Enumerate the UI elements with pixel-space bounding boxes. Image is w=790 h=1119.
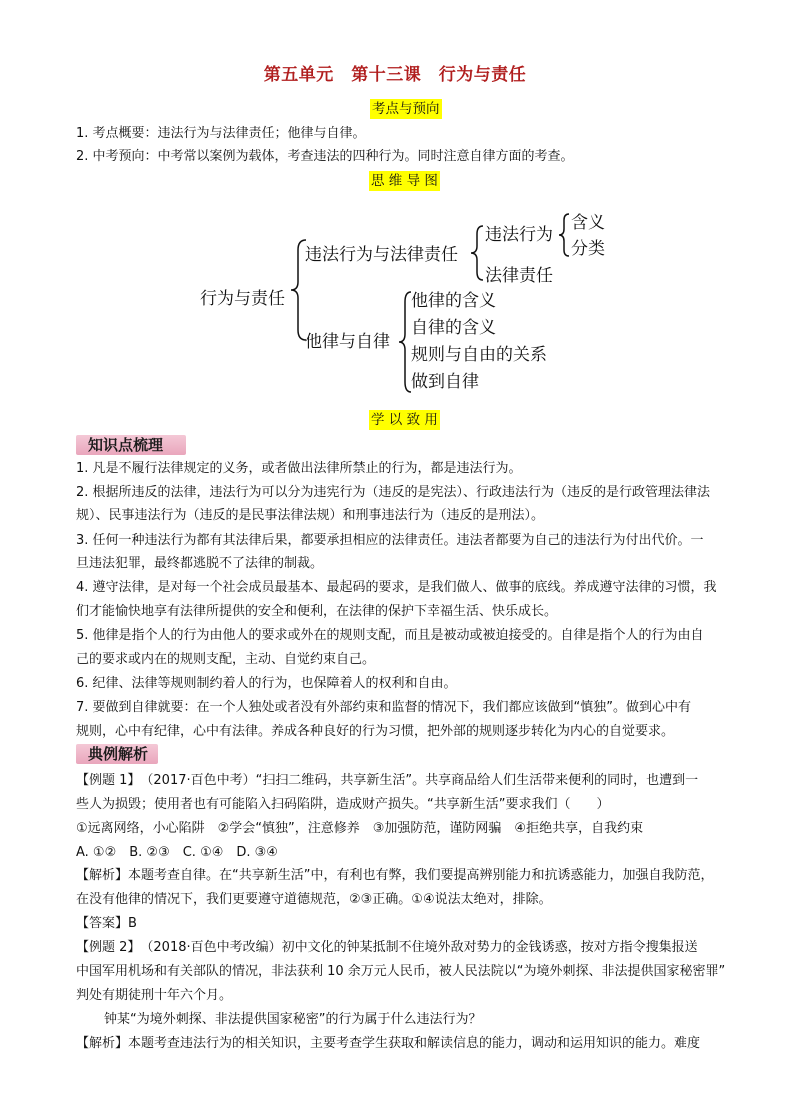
knowledge-line-2: 2. 根据所违反的法律，违法行为可以分为违宪行为（违反的是宪法）、行政违法行为（违反的是行政管理法律法 xyxy=(76,485,711,500)
knowledge-line-4: 3. 任何一种违法行为都有其法律后果，都要承担相应的法律责任。违法者都要为自己的违法行为付出代价。一 xyxy=(76,533,704,548)
example-line-10: 判处有期徒刑十年六个月。 xyxy=(76,988,233,1003)
mindmap-root: 行为与责任 xyxy=(200,289,285,309)
mindmap-node-zilv: 自律的含义 xyxy=(411,318,496,338)
brace-branch-1 xyxy=(468,224,486,282)
intro-line-2: 2. 中考预向：中考常以案例为载体，考查违法的四种行为。同时注意自律方面的考查。 xyxy=(76,149,574,164)
section-heading-siwei: 思 维 导 图 xyxy=(371,173,438,189)
knowledge-line-7: 们才能愉快地享有法律所提供的安全和便利，在法律的保护下幸福生活、快乐成长。 xyxy=(76,604,558,619)
example-line-6: 在没有他律的情况下，我们更要遵守道德规范，②③正确。①④说法太绝对，排除。 xyxy=(76,892,552,907)
knowledge-line-10: 6. 纪律、法律等规则制约着人的行为，也保障着人的权利和自由。 xyxy=(76,676,457,691)
example-line-5: 【解析】本题考查自律。在“共享新生活”中，有利也有弊，我们要提高辨别能力和抗诱惑能力，加强自我防范， xyxy=(76,868,714,883)
mindmap-node-fenlei: 分类 xyxy=(571,239,605,259)
knowledge-line-5: 旦违法犯罪，最终都逃脱不了法律的制裁。 xyxy=(76,556,324,571)
intro-line-1: 1. 考点概要：违法行为与法律责任；他律与自律。 xyxy=(76,126,366,141)
mindmap-node-talv: 他律的含义 xyxy=(411,291,496,311)
mindmap-branch-1: 违法行为与法律责任 xyxy=(305,245,458,265)
section-heading-kaodian: 考点与预向 xyxy=(372,101,440,117)
knowledge-line-11: 7. 要做到自律就要：在一个人独处或者没有外部约束和监督的情况下，我们都应该做到“慎独”。做到心中有 xyxy=(76,700,692,715)
label-dianli: 典例解析 xyxy=(88,745,149,763)
example-line-3: ①远离网络，小心陷阱 ②学会“慎独”，注意修养 ③加强防范，谨防网骗 ④拒绝共享，自我约束 xyxy=(76,821,644,836)
example-line-12: 【解析】本题考查违法行为的相关知识，主要考查学生获取和解读信息的能力，调动和运用知识的能力。难度 xyxy=(76,1036,701,1051)
mindmap-node-hanyi: 含义 xyxy=(571,213,605,233)
example-line-2: 些人为损毁；使用者也有可能陷入扫码陷阱，造成财产损失。“共享新生活”要求我们（ ） xyxy=(76,797,610,812)
brace-weifa xyxy=(556,212,572,258)
example-line-8: 【例题 2】 （2018·百色中考改编）初中文化的钟某抵制不住境外敌对势力的金钱诱惑，按对方指令搜集报送 xyxy=(76,940,698,955)
knowledge-line-6: 4. 遵守法律，是对每一个社会成员最基本、最起码的要求，是我们做人、做事的底线。养成遵守法律的习惯，我 xyxy=(76,580,717,595)
example-line-1: 【例题 1】 （2017·百色中考）“扫扫二维码，共享新生活”。共享商品给人们生活带来便利的同时，也遭到一 xyxy=(76,773,699,788)
example-line-4: A. ①② B. ②③ C. ①④ D. ③④ xyxy=(76,845,278,860)
knowledge-line-3: 规）、民事违法行为（违反的是民事法律法规）和刑事违法行为（违反的是刑法）。 xyxy=(76,508,545,523)
mindmap-node-falv: 法律责任 xyxy=(485,266,553,286)
mindmap-node-weifa: 违法行为 xyxy=(485,225,553,245)
mindmap-node-zuodao: 做到自律 xyxy=(411,372,479,392)
page-title: 第五单元 第十三课 行为与责任 xyxy=(263,65,527,85)
example-line-11: 钟某“为境外刺探、非法提供国家秘密”的行为属于什么违法行为？ xyxy=(104,1012,482,1027)
example-line-7: 【答案】B xyxy=(76,916,137,931)
example-line-9: 中国军用机场和有关部队的情况，非法获利 10 余万元人民币，被人民法院以“为境外刺探、非法提供国家秘密罪” xyxy=(76,964,726,979)
knowledge-line-8: 5. 他律是指个人的行为由他人的要求或外在的规则支配，而且是被动或被迫接受的。自律是指个人的行为由自 xyxy=(76,628,704,643)
mindmap-branch-2: 他律与自律 xyxy=(305,332,390,352)
label-zhishi: 知识点梳理 xyxy=(88,436,164,454)
mindmap-node-guize: 规则与自由的关系 xyxy=(411,345,547,365)
knowledge-line-1: 1. 凡是不履行法律规定的义务，或者做出法律所禁止的行为，都是违法行为。 xyxy=(76,461,522,476)
knowledge-line-12: 规则，心中有纪律，心中有法律。养成各种良好的行为习惯，把外部的规则逐步转化为内心的自觉要求。 xyxy=(76,724,675,739)
section-heading-xueyi: 学 以 致 用 xyxy=(371,412,438,428)
knowledge-line-9: 己的要求或内在的规则支配，主动、自觉约束自己。 xyxy=(76,652,376,667)
